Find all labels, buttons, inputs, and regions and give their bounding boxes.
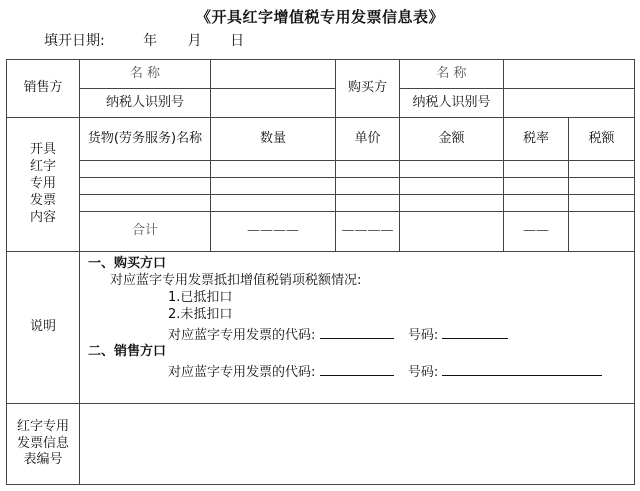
buyer-deduction-line: 对应蓝字专用发票抵扣增值税销项税额情况: <box>110 272 362 288</box>
seller-label: 销售方 <box>7 60 80 118</box>
notes-label: 说明 <box>7 252 80 404</box>
col-tax-rate: 税率 <box>504 118 569 161</box>
info-number-label-text: 红字专用发票信息表编号 <box>16 418 69 468</box>
seller-number-field[interactable] <box>442 361 602 376</box>
item-cell[interactable] <box>504 178 569 195</box>
item-cell[interactable] <box>400 178 504 195</box>
content-label <box>7 118 80 252</box>
buyer-label: 购买方 <box>336 60 400 118</box>
buyer-code-line <box>88 324 634 345</box>
col-amount: 金额 <box>400 118 504 161</box>
date-year-label: 年 <box>143 33 158 49</box>
seller-tax-id-field[interactable] <box>211 89 336 118</box>
form-title: 《开具红字增值税专用发票信息表》 <box>195 8 444 26</box>
item-cell[interactable] <box>400 161 504 178</box>
total-label: 合计 <box>80 212 211 252</box>
seller-code-field[interactable] <box>320 361 394 376</box>
notes-content <box>80 252 635 404</box>
item-cell[interactable] <box>569 178 635 195</box>
item-cell[interactable] <box>211 195 336 212</box>
buyer-code-label: 对应蓝字专用发票的代码: <box>168 327 316 343</box>
buyer-tax-id-field[interactable] <box>504 89 635 118</box>
option-not-deducted[interactable]: 2.未抵扣口 <box>168 306 233 322</box>
item-cell[interactable] <box>569 161 635 178</box>
buyer-code-field[interactable] <box>320 324 394 339</box>
seller-name-field[interactable] <box>211 60 336 89</box>
item-cell[interactable] <box>569 195 635 212</box>
date-month-label: 月 <box>187 33 202 49</box>
option-deducted[interactable]: 1.已抵扣口 <box>168 289 233 305</box>
fill-date-line <box>44 30 244 50</box>
buyer-section-heading[interactable]: 一、购买方口 <box>88 256 167 271</box>
seller-code-line <box>88 361 634 382</box>
buyer-number-field[interactable] <box>442 324 508 339</box>
item-cell[interactable] <box>211 178 336 195</box>
seller-tax-id-label: 纳税人识别号 <box>80 89 211 118</box>
item-cell[interactable] <box>80 161 211 178</box>
total-rate-dash: —— <box>504 212 569 252</box>
info-number-field[interactable] <box>80 404 635 485</box>
col-quantity: 数量 <box>211 118 336 161</box>
item-cell[interactable] <box>336 178 400 195</box>
total-tax-field[interactable] <box>569 212 635 252</box>
col-goods-name: 货物(劳务服务)名称 <box>80 118 211 161</box>
col-tax-amount: 税额 <box>569 118 635 161</box>
item-cell[interactable] <box>336 161 400 178</box>
col-unit-price: 单价 <box>336 118 400 161</box>
info-number-label <box>7 404 80 485</box>
buyer-name-field[interactable] <box>504 60 635 89</box>
red-invoice-info-table <box>6 59 635 485</box>
total-price-dash: ———— <box>336 212 400 252</box>
item-cell[interactable] <box>80 178 211 195</box>
buyer-number-label: 号码: <box>407 327 439 343</box>
seller-name-label: 名 称 <box>80 60 211 89</box>
item-cell[interactable] <box>80 195 211 212</box>
total-qty-dash: ———— <box>211 212 336 252</box>
item-cell[interactable] <box>504 161 569 178</box>
item-cell[interactable] <box>400 195 504 212</box>
content-label-text: 开具红字专用发票内容 <box>29 142 56 225</box>
total-amount-field[interactable] <box>400 212 504 252</box>
buyer-name-label: 名 称 <box>400 60 504 89</box>
item-cell[interactable] <box>211 161 336 178</box>
seller-section-heading[interactable]: 二、销售方口 <box>88 344 167 360</box>
date-day-label: 日 <box>230 33 245 49</box>
seller-code-label: 对应蓝字专用发票的代码: <box>168 365 316 381</box>
item-cell[interactable] <box>336 195 400 212</box>
fill-date-label: 填开日期: <box>44 33 105 49</box>
buyer-tax-id-label: 纳税人识别号 <box>400 89 504 118</box>
item-cell[interactable] <box>504 195 569 212</box>
seller-number-label: 号码: <box>407 365 439 381</box>
